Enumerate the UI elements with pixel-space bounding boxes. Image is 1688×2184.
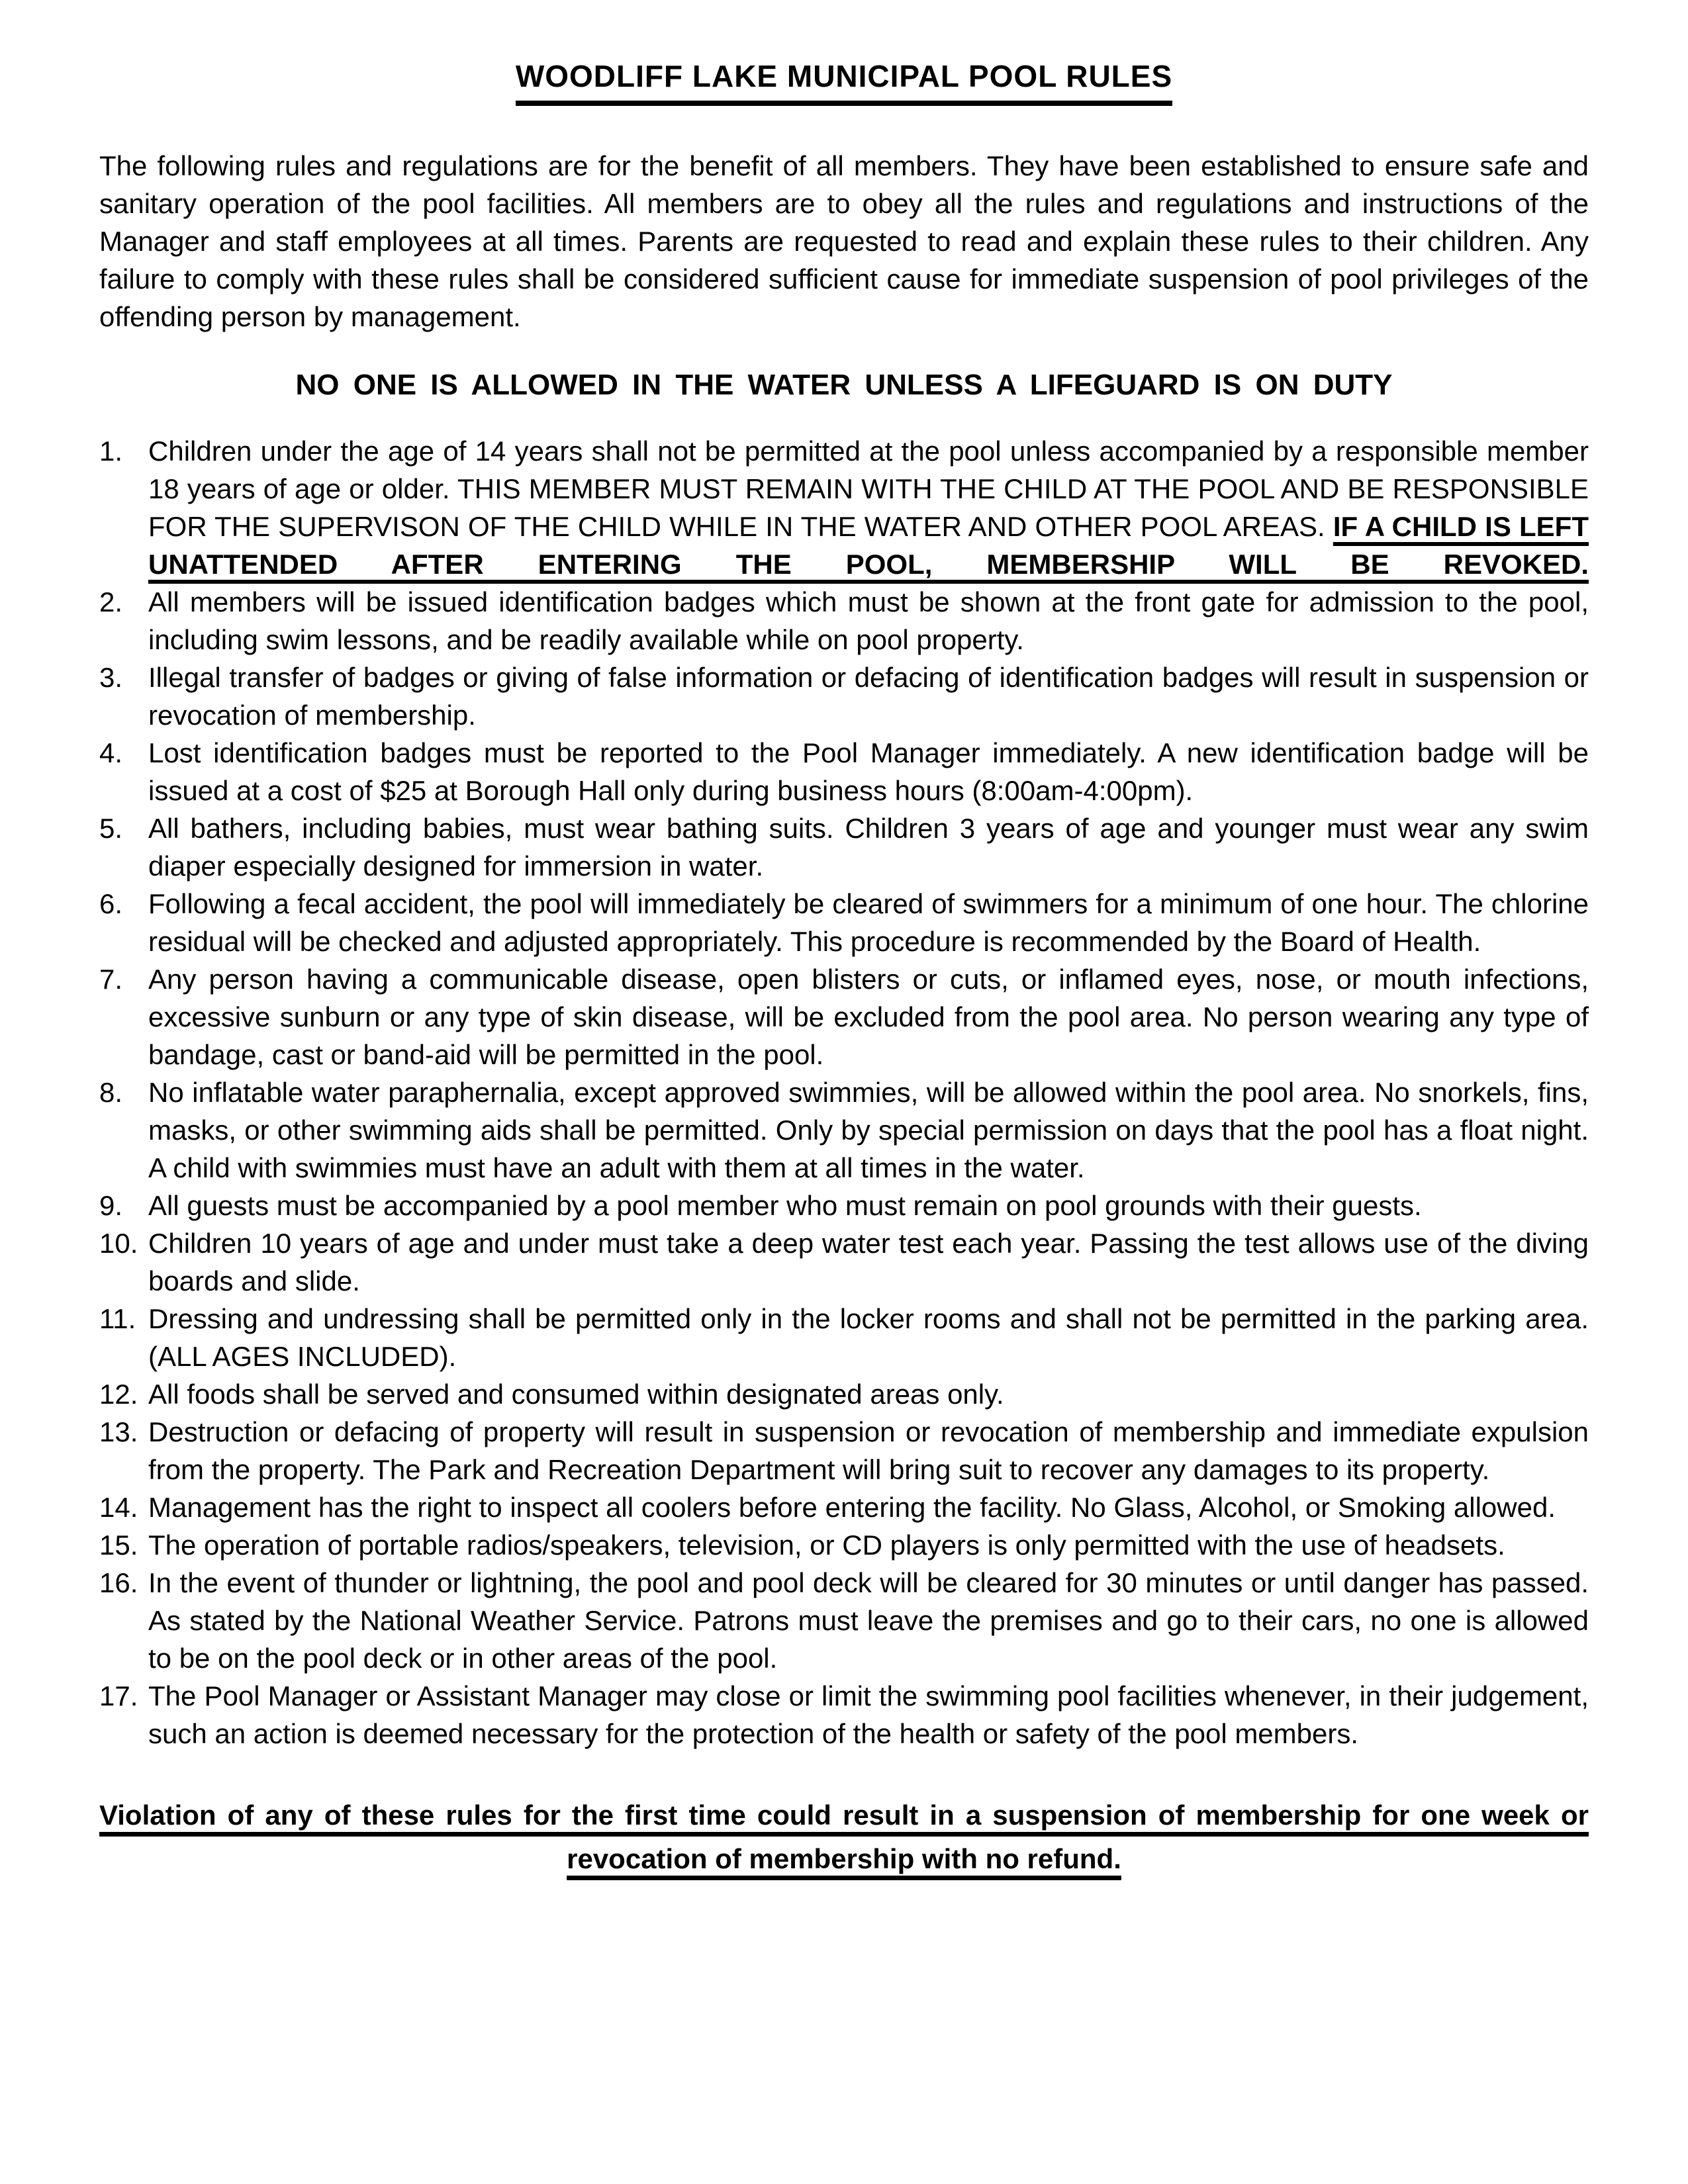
intro-paragraph: The following rules and regulations are for the benefit of all members. They have been established to ensure safe and sanitary operation of the pool facilities. All members are to obey all the rules and regulations and instructions of the Manager and staff employees at all times. Parents are requested to read and explain these rules to their children. Any failure to comply with these rules shall be considered sufficient cause for immediate suspension of pool privileges of the offending person by management. bbox=[99, 150, 1589, 332]
rule-plain-text: All foods shall be served and consumed within designated areas only. bbox=[148, 1379, 1004, 1410]
rule-number: 11. bbox=[99, 1303, 136, 1334]
rule-text bbox=[148, 734, 1589, 809]
rule-item bbox=[99, 1073, 1589, 1187]
rule-number: 4. bbox=[99, 737, 123, 768]
rule-number: 9. bbox=[99, 1190, 123, 1221]
rule-item bbox=[99, 1413, 1589, 1488]
rule-item bbox=[99, 809, 1589, 885]
rule-item bbox=[99, 432, 1589, 583]
rule-item bbox=[99, 885, 1589, 960]
rule-number: 1. bbox=[99, 435, 123, 467]
rule-item bbox=[99, 734, 1589, 809]
page-title-text: WOODLIFF LAKE MUNICIPAL POOL RULES bbox=[516, 58, 1172, 106]
rule-item bbox=[99, 1187, 1589, 1224]
rule-text bbox=[148, 1677, 1589, 1752]
rule-text bbox=[148, 1488, 1589, 1526]
rule-number: 3. bbox=[99, 662, 123, 693]
rule-number: 2. bbox=[99, 586, 123, 617]
rule-text bbox=[148, 1187, 1589, 1224]
rule-number: 15. bbox=[99, 1529, 138, 1561]
rule-plain-text: Lost identification badges must be reported to the Pool Manager immediately. A new identification badge will be issued at a cost of $25 at Borough Hall only during business hours (8:00am-4:00pm). bbox=[148, 737, 1589, 806]
rule-item bbox=[99, 1375, 1589, 1413]
rule-plain-text: Children 10 years of age and under must take a deep water test each year. Passing the test allows use of the diving boards and slide. bbox=[148, 1228, 1589, 1297]
rule-plain-text: No inflatable water paraphernalia, except approved swimmies, will be allowed within the pool area. No snorkels, fins, masks, or other swimming aids shall be permitted. Only by special permission on days that the pool has a float night. A child with swimmies must have an adult with them at all times in the water. bbox=[148, 1077, 1589, 1183]
rule-number: 7. bbox=[99, 964, 123, 995]
rule-text bbox=[148, 1413, 1589, 1488]
rule-text bbox=[148, 659, 1589, 734]
rule-text bbox=[148, 583, 1589, 659]
rule-plain-text: The operation of portable radios/speakers, television, or CD players is only permitted with the use of headsets. bbox=[148, 1529, 1505, 1561]
rule-text bbox=[148, 960, 1589, 1073]
rule-number: 17. bbox=[99, 1680, 138, 1711]
rule-plain-text: The Pool Manager or Assistant Manager may close or limit the swimming pool facilities whenever, in their judgement, such an action is deemed necessary for the protection of the health or safety of the pool members. bbox=[148, 1680, 1589, 1749]
rule-text bbox=[148, 1526, 1589, 1564]
rule-text bbox=[148, 885, 1589, 960]
rule-plain-text: Illegal transfer of badges or giving of false information or defacing of identification badges will result in suspension or revocation of membership. bbox=[148, 662, 1589, 731]
rule-item bbox=[99, 1526, 1589, 1564]
rule-plain-text: All guests must be accompanied by a pool member who must remain on pool grounds with their guests. bbox=[148, 1190, 1422, 1221]
footer-warning bbox=[99, 1794, 1589, 1881]
rule-plain-text: Any person having a communicable disease, open blisters or cuts, or inflamed eyes, nose, or mouth infections, excessive sunburn or any type of skin disease, will be excluded from the pool area. No person wearing any type of bandage, cast or band-aid will be permitted in the pool. bbox=[148, 964, 1589, 1070]
rule-plain-text: In the event of thunder or lightning, the pool and pool deck will be cleared for 30 minutes or until danger has passed. As stated by the National Weather Service. Patrons must leave the premises and go to their cars, no one is allowed to be on the pool deck or in other areas of the pool. bbox=[148, 1567, 1589, 1674]
rule-number: 8. bbox=[99, 1077, 123, 1108]
rule-text bbox=[148, 1375, 1589, 1413]
footer-warning-line1: Violation of any of these rules for the first time could result in a suspension of membership for one week or bbox=[99, 1799, 1589, 1831]
rule-text bbox=[148, 809, 1589, 885]
rule-text bbox=[148, 1224, 1589, 1300]
rule-item bbox=[99, 1677, 1589, 1752]
rule-text bbox=[148, 432, 1589, 583]
rule-plain-text: All bathers, including babies, must wear bathing suits. Children 3 years of age and younger must wear any swim diaper especially designed for immersion in water. bbox=[148, 813, 1589, 882]
rule-number: 13. bbox=[99, 1416, 138, 1447]
rule-emphasis-text: IF A CHILD IS LEFT UNATTENDED AFTER ENTERING THE POOL, MEMBERSHIP WILL BE REVOKED. bbox=[148, 511, 1589, 580]
rule-item bbox=[99, 1564, 1589, 1677]
rule-number: 16. bbox=[99, 1567, 138, 1598]
rule-item bbox=[99, 583, 1589, 659]
rule-item bbox=[99, 1300, 1589, 1375]
rule-item bbox=[99, 1488, 1589, 1526]
rule-text bbox=[148, 1300, 1589, 1375]
rule-number: 12. bbox=[99, 1379, 138, 1410]
page-title bbox=[99, 58, 1589, 106]
rule-plain-text: Destruction or defacing of property will result in suspension or revocation of membership and immediate expulsion from the property. The Park and Recreation Department will bring suit to recover any damages to its property. bbox=[148, 1416, 1589, 1485]
rule-item bbox=[99, 960, 1589, 1073]
rule-plain-text: Following a fecal accident, the pool will immediately be cleared of swimmers for a minimum of one hour. The chlorine residual will be checked and adjusted appropriately. This procedure is recommended by the Board of Health. bbox=[148, 888, 1589, 957]
rule-number: 14. bbox=[99, 1492, 138, 1523]
rule-text bbox=[148, 1073, 1589, 1187]
rule-number: 6. bbox=[99, 888, 123, 919]
rule-text bbox=[148, 1564, 1589, 1677]
rules-list bbox=[99, 432, 1589, 1752]
rule-number: 10. bbox=[99, 1228, 138, 1259]
rule-plain-text: Management has the right to inspect all coolers before entering the facility. No Glass, Alcohol, or Smoking allowed. bbox=[148, 1492, 1556, 1523]
rule-plain-text: Children under the age of 14 years shall not be permitted at the pool unless accompanied by a responsible member 18 years of age or older. THIS MEMBER MUST REMAIN WITH THE CHILD AT THE POOL AND BE RESPONSIBLE FOR THE SUPERVISON OF THE CHILD WHILE IN THE WATER AND OTHER POOL AREAS. bbox=[148, 435, 1589, 542]
rule-plain-text: Dressing and undressing shall be permitted only in the locker rooms and shall not be permitted in the parking area. (ALL AGES INCLUDED). bbox=[148, 1303, 1589, 1372]
rule-plain-text: All members will be issued identification badges which must be shown at the front gate for admission to the pool, including swim lessons, and be readily available while on pool property. bbox=[148, 586, 1589, 655]
footer-warning-line2: revocation of membership with no refund. bbox=[567, 1843, 1121, 1874]
rule-item bbox=[99, 659, 1589, 734]
rule-number: 5. bbox=[99, 813, 123, 844]
rule-item bbox=[99, 1224, 1589, 1300]
lifeguard-warning-heading: NO ONE IS ALLOWED IN THE WATER UNLESS A LIFEGUARD IS ON DUTY bbox=[295, 369, 1393, 401]
